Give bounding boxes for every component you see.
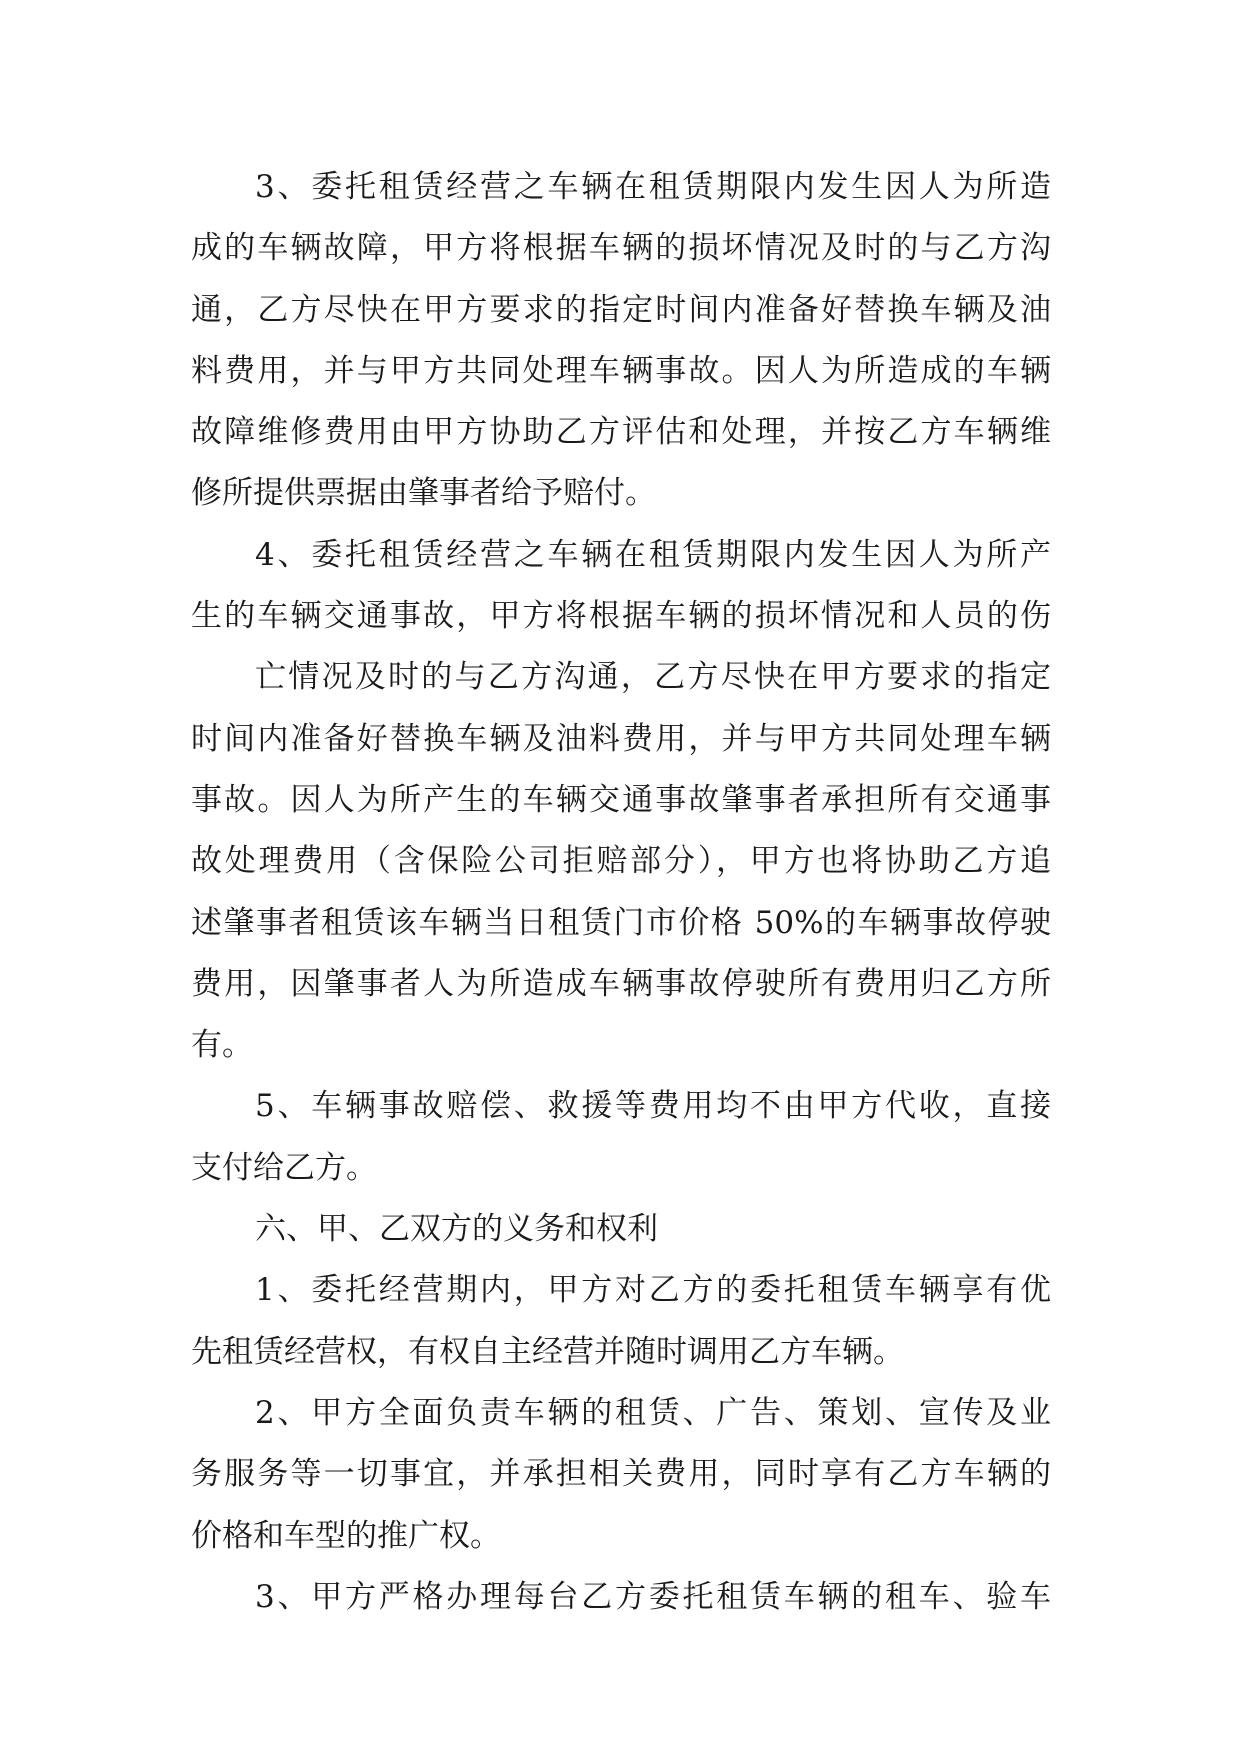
paragraph-line: 故处理费用（含保险公司拒赔部分），甲方也将协助乙方追: [191, 843, 1051, 880]
paragraph-line: 务服务等一切事宜，并承担相关费用，同时享有乙方车辆的: [191, 1456, 1051, 1493]
paragraph-line: 生的车辆交通事故，甲方将根据车辆的损坏情况和人员的伤: [191, 598, 1051, 635]
paragraph-line: 价格和车型的推广权。: [191, 1517, 501, 1554]
paragraph-line: 故障维修费用由甲方协助乙方评估和处理，并按乙方车辆维: [191, 414, 1051, 451]
paragraph-line: 2、甲方全面负责车辆的租赁、广告、策划、宣传及业: [255, 1394, 1051, 1431]
paragraph-line: 4、委托租赁经营之车辆在租赁期限内发生因人为所产: [255, 536, 1051, 573]
paragraph-line: 事故。因人为所产生的车辆交通事故肇事者承担所有交通事: [191, 781, 1051, 818]
document-body: [191, 157, 1051, 1628]
paragraph-line: 时间内准备好替换车辆及油料费用，并与甲方共同处理车辆: [191, 720, 1051, 757]
paragraph-line: 5、车辆事故赔偿、救援等费用均不由甲方代收，直接: [255, 1088, 1051, 1125]
paragraph-line: 1、委托经营期内，甲方对乙方的委托租赁车辆享有优: [255, 1272, 1051, 1309]
paragraph-line: 有。: [191, 1027, 253, 1064]
paragraph-line: 述肇事者租赁该车辆当日租赁门市价格 50%的车辆事故停驶: [191, 904, 1051, 941]
paragraph-line: 修所提供票据由肇事者给予赔付。: [191, 475, 656, 512]
paragraph-line: 3、甲方严格办理每台乙方委托租赁车辆的租车、验车: [255, 1578, 1051, 1615]
paragraph-line: 支付给乙方。: [191, 1149, 377, 1186]
paragraph-line: 亡情况及时的与乙方沟通，乙方尽快在甲方要求的指定: [255, 659, 1051, 696]
paragraph-line: 先租赁经营权，有权自主经营并随时调用乙方车辆。: [191, 1333, 904, 1370]
paragraph-line: 3、委托租赁经营之车辆在租赁期限内发生因人为所造: [255, 169, 1051, 205]
section-heading: 六、甲、乙双方的义务和权利: [255, 1211, 658, 1248]
paragraph-line: 费用，因肇事者人为所造成车辆事故停驶所有费用归乙方所: [191, 965, 1051, 1002]
paragraph-line: 料费用，并与甲方共同处理车辆事故。因人为所造成的车辆: [191, 352, 1051, 389]
paragraph-line: 通，乙方尽快在甲方要求的指定时间内准备好替换车辆及油: [191, 291, 1051, 328]
paragraph-line: 成的车辆故障，甲方将根据车辆的损坏情况及时的与乙方沟: [191, 230, 1051, 267]
